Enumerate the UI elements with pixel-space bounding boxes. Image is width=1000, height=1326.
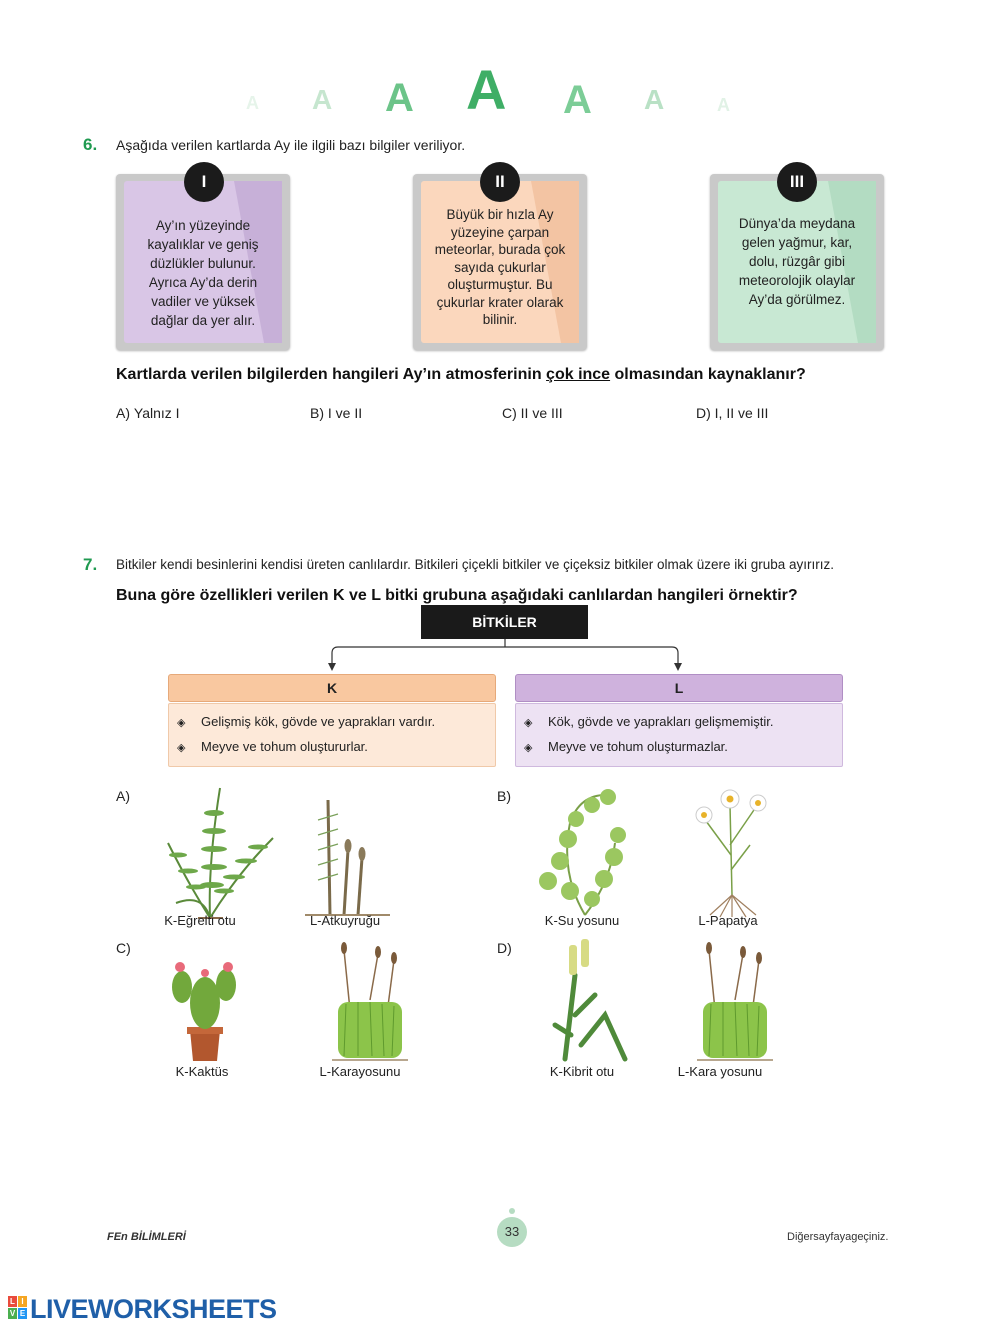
option-text: I, II ve III: [714, 405, 769, 421]
fern-icon: [148, 783, 278, 923]
decor-letter: A: [246, 93, 259, 113]
option-letter: D): [696, 405, 711, 421]
card-2-line: sayıda çukurlar: [454, 259, 546, 275]
option-text: Yalnız I: [133, 405, 180, 421]
card-2-text: [423, 206, 577, 329]
card-3-line: Dünya’da meydana: [738, 216, 856, 231]
group-l-header: L: [515, 674, 843, 702]
group-l-item: [524, 739, 728, 754]
footer-next-page: Diğersayfayageçiniz.: [787, 1231, 889, 1243]
question-6-prompt-pre: Kartlarda verilen bilgilerden hangileri Ay’ın atmosferinin: [116, 366, 542, 383]
diamond-bullet-icon: ◈: [177, 717, 186, 729]
card-1-line: vadiler ve yüksek: [151, 294, 255, 309]
q6-option-b[interactable]: [310, 405, 362, 421]
group-k-body: [168, 703, 496, 767]
card-2-line: bilinir.: [482, 312, 518, 327]
q7-option-a-letter[interactable]: A): [116, 788, 130, 804]
card-1-badge: I: [184, 162, 224, 202]
card-2-line: yüzeyine çarpan: [450, 224, 550, 240]
q6-option-d[interactable]: [696, 405, 768, 421]
option-letter: B): [310, 405, 324, 421]
logo-tile-icon: L: [8, 1296, 17, 1307]
cactus-icon: [162, 955, 247, 1063]
decor-letter: A: [466, 58, 507, 121]
card-3-line: gelen yağmur, kar,: [741, 235, 853, 250]
chamomile-icon: [690, 785, 780, 920]
option-text: II ve III: [520, 405, 563, 421]
question-6-prompt-post: olmasından kaynaklanır?: [614, 366, 806, 383]
decor-letter: A: [563, 78, 592, 122]
group-l-body: [515, 703, 843, 767]
q7-option-b-letter[interactable]: B): [497, 788, 511, 804]
logo-text: LIVEWORKSHEETS: [30, 1294, 277, 1324]
q7-option-d-k-label: K-Kibrit otu: [549, 1064, 615, 1079]
question-6-prompt-underlined: çok ince: [546, 366, 611, 383]
card-2-line: çukurlar krater olarak: [436, 294, 564, 310]
question-7-number: 7.: [83, 555, 98, 574]
question-7-intro: Bitkiler kendi besinlerini kendisi üreten canlılardır. Bitkileri çiçekli bitkiler ve çiçeksiz bitkiler olmak üzere iki gruba ayırırız.: [116, 557, 835, 572]
q7-option-c-letter[interactable]: C): [116, 940, 131, 956]
card-3-line: meteorolojik olaylar: [738, 273, 856, 288]
group-l-item: [524, 714, 773, 729]
card-1-line: düzlükler bulunur.: [150, 256, 256, 271]
logo-tile-icon: E: [19, 1309, 26, 1318]
card-3-line: dolu, rüzgâr gibi: [748, 254, 846, 269]
decor-letter: A: [385, 76, 414, 120]
question-6-intro: Aşağıda verilen kartlarda Ay ile ilgili bazı bilgiler veriliyor.: [116, 137, 466, 153]
card-1-line: Ayrıca Ay’da derin: [148, 275, 258, 290]
q7-option-c-l-label: L-Karayosunu: [319, 1064, 401, 1079]
seaweed-icon: [530, 783, 630, 921]
group-k-item-text: Gelişmiş kök, gövde ve yaprakları vardır.: [201, 714, 436, 729]
option-letter: A): [116, 405, 130, 421]
group-l-item-text: Meyve ve tohum oluşturmazlar.: [548, 739, 728, 754]
diamond-bullet-icon: ◈: [177, 742, 186, 754]
diamond-bullet-icon: ◈: [524, 742, 533, 754]
q6-option-a[interactable]: [116, 405, 180, 421]
horsetail-icon: [300, 790, 392, 920]
decor-letter: A: [717, 95, 730, 115]
clubmoss-icon: [545, 935, 635, 1067]
card-2-line: Büyük bir hızla Ay: [446, 207, 554, 222]
diamond-bullet-icon: ◈: [524, 717, 533, 729]
question-7-prompt: Buna göre özellikleri verilen K ve L bitki grubuna aşağıdaki canlılardan hangileri örnektir?: [116, 587, 798, 604]
page-number: 33: [497, 1217, 527, 1247]
q7-option-d-l-label: L-Kara yosunu: [677, 1064, 763, 1079]
moss-icon: [330, 940, 410, 1065]
page-number-dot: [509, 1208, 515, 1214]
card-3-line: Ay’da görülmez.: [748, 292, 846, 307]
card-3-text: [720, 214, 874, 309]
logo-tile-icon: I: [18, 1296, 27, 1307]
q7-option-b-k-label: K-Su yosunu: [544, 913, 620, 928]
group-l-item-text: Kök, gövde ve yaprakları gelişmemiştir.: [548, 714, 774, 729]
q6-option-c[interactable]: [502, 405, 563, 421]
question-6-number: 6.: [83, 135, 98, 154]
footer-subject: FEn BİLİMLERİ: [107, 1231, 186, 1243]
card-2-line: oluşturmuştur. Bu: [447, 277, 553, 292]
decor-letter: A: [644, 84, 665, 115]
card-3-badge: III: [777, 162, 817, 202]
q7-option-d-letter[interactable]: D): [497, 940, 512, 956]
diagram-title: BİTKİLER: [421, 605, 588, 639]
card-1-line: Ay’ın yüzeyinde: [155, 218, 251, 233]
q7-option-a-l-label: L-Atkuyruğu: [309, 913, 381, 928]
card-2-line: meteorlar, burada çok: [434, 242, 566, 257]
option-letter: C): [502, 405, 517, 421]
card-2-badge: II: [480, 162, 520, 202]
decor-letter: A: [312, 84, 333, 115]
q7-option-c-k-label: K-Kaktüs: [175, 1064, 229, 1079]
q7-option-a-k-label: K-Eğrelti otu: [164, 913, 236, 928]
card-1-text: [126, 216, 280, 330]
diagram-arrows: [320, 639, 690, 673]
card-1-line: kayalıklar ve geniş: [147, 237, 259, 252]
q7-option-b-l-label: L-Papatya: [698, 913, 758, 928]
group-k-header: K: [168, 674, 496, 702]
group-k-item: [177, 739, 368, 754]
moss-icon: [695, 940, 775, 1065]
group-k-item: [177, 714, 435, 729]
logo-tile-icon: V: [9, 1309, 16, 1318]
card-1-line: dağlar da yer alır.: [150, 313, 256, 328]
group-k-item-text: Meyve ve tohum oluştururlar.: [201, 739, 368, 754]
question-6-prompt: [116, 366, 806, 384]
option-text: I ve II: [327, 405, 363, 421]
